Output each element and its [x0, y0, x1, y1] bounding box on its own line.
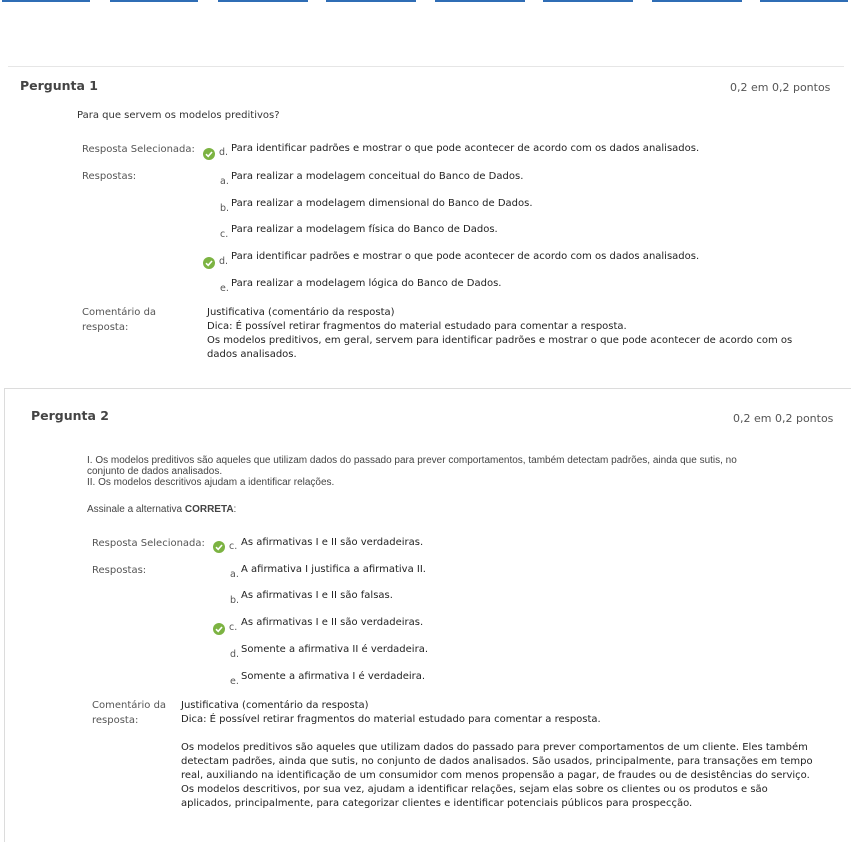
comment-line: Dica: É possível retirar fragmentos do material estudado para comentar a resposta.	[181, 714, 601, 725]
comment-label	[82, 305, 156, 335]
answer-letter: e.	[230, 676, 239, 687]
instruction-emphasis: CORRETA	[184, 504, 234, 515]
question-prompt: Para que servem os modelos preditivos?	[77, 110, 280, 121]
comment-paragraph	[181, 741, 813, 811]
answer-option: As afirmativas I e II são falsas.	[241, 590, 393, 601]
comment-line: real, auxiliando na identificação de um consumidor com menos propensão a pagar, de fraudes ou de desistências do serviço.	[181, 770, 810, 781]
question-title: Pergunta 2	[31, 408, 110, 423]
answer-option: Somente a afirmativa I é verdadeira.	[241, 671, 426, 682]
top-tab-2[interactable]	[110, 0, 198, 2]
statement-line: II. Os modelos descritivos ajudam a identificar relações.	[87, 477, 335, 488]
answer-letter: d.	[230, 649, 240, 660]
answer-option: A afirmativa I justifica a afirmativa II.	[241, 564, 426, 575]
top-tab-1[interactable]	[2, 0, 90, 2]
answer-option: Para realizar a modelagem lógica do Banco de Dados.	[231, 278, 502, 289]
top-tab-4[interactable]	[326, 0, 416, 2]
answer-letter: d.	[219, 147, 229, 158]
answer-letter: c.	[229, 622, 238, 633]
answer-letter: b.	[230, 595, 240, 606]
comment-line: detectam padrões, ainda que sutis, no conjunto de dados analisados. São usados, principalmente, para transações em tempo	[181, 756, 813, 767]
answer-letter: c.	[229, 541, 238, 552]
top-tab-3[interactable]	[218, 0, 308, 2]
selected-answer-label: Resposta Selecionada:	[82, 144, 195, 155]
instruction-prefix: Assinale a alternativa	[87, 504, 185, 515]
top-tab-5[interactable]	[435, 0, 525, 2]
answer-option: As afirmativas I e II são verdadeiras.	[241, 617, 424, 628]
answers-label: Respostas:	[82, 171, 137, 182]
check-circle-icon	[203, 257, 215, 269]
answer-letter: d.	[219, 256, 229, 267]
comment-line: aplicados, principalmente, para categorizar clientes e identificar potenciais públicos para prospecção.	[181, 798, 693, 809]
question-points: 0,2 em 0,2 pontos	[733, 412, 834, 425]
check-circle-icon	[213, 541, 225, 553]
question-card-2	[4, 388, 851, 842]
comment-line: Dica: É possível retirar fragmentos do material estudado para comentar a resposta.	[207, 321, 627, 332]
selected-answer-text: Para identificar padrões e mostrar o que pode acontecer de acordo com os dados analisados.	[231, 143, 700, 154]
answer-letter: e.	[220, 283, 229, 294]
comment-label-line: resposta:	[92, 715, 139, 726]
answer-option: Para realizar a modelagem dimensional do Banco de Dados.	[231, 198, 533, 209]
check-circle-icon	[213, 623, 225, 635]
comment-line: Justificativa (comentário da resposta)	[181, 700, 369, 711]
answer-letter: a.	[220, 176, 229, 187]
comment-label-line: resposta:	[82, 322, 129, 333]
question-title: Pergunta 1	[20, 78, 99, 93]
comment-text	[181, 699, 601, 727]
comment-line: dados analisados.	[207, 349, 297, 360]
comment-line: Justificativa (comentário da resposta)	[207, 307, 395, 318]
check-circle-icon	[203, 148, 215, 160]
question-instruction	[87, 504, 236, 515]
top-tab-bar	[0, 0, 851, 4]
answers-label: Respostas:	[92, 565, 147, 576]
top-tab-6[interactable]	[543, 0, 633, 2]
statement-line: conjunto de dados analisados.	[87, 466, 223, 477]
question-card-1	[8, 66, 844, 383]
comment-line: Os modelos preditivos, em geral, servem para identificar padrões e mostrar o que pode acontecer de acordo com os	[207, 335, 793, 346]
selected-answer-text: As afirmativas I e II são verdadeiras.	[241, 537, 424, 548]
answer-option: Para realizar a modelagem conceitual do Banco de Dados.	[231, 171, 524, 182]
answer-option: Para realizar a modelagem física do Banco de Dados.	[231, 224, 498, 235]
comment-label	[92, 698, 166, 728]
answer-option: Para identificar padrões e mostrar o que pode acontecer de acordo com os dados analisados.	[231, 251, 700, 262]
top-tab-7[interactable]	[652, 0, 742, 2]
answer-option: Somente a afirmativa II é verdadeira.	[241, 644, 428, 655]
selected-answer-label: Resposta Selecionada:	[92, 538, 205, 549]
comment-line: Os modelos preditivos são aqueles que utilizam dados do passado para prever comportamentos de um cliente. Eles também	[181, 742, 808, 753]
answer-letter: a.	[230, 569, 239, 580]
question-points: 0,2 em 0,2 pontos	[730, 81, 831, 94]
top-tab-8[interactable]	[760, 0, 848, 2]
instruction-suffix: :	[233, 504, 237, 515]
question-statement	[87, 455, 737, 488]
statement-line: I. Os modelos preditivos são aqueles que utilizam dados do passado para prever comportamentos, também detectam padrões, ainda que sutis, no	[87, 455, 737, 466]
answer-letter: c.	[220, 229, 229, 240]
answer-letter: b.	[220, 203, 230, 214]
comment-label-line: Comentário da	[82, 307, 157, 318]
comment-label-line: Comentário da	[92, 700, 167, 711]
comment-text	[207, 306, 792, 362]
comment-line: Os modelos descritivos, por sua vez, ajudam a identificar relações, sejam elas sobre os clientes ou os produtos e são	[181, 784, 768, 795]
